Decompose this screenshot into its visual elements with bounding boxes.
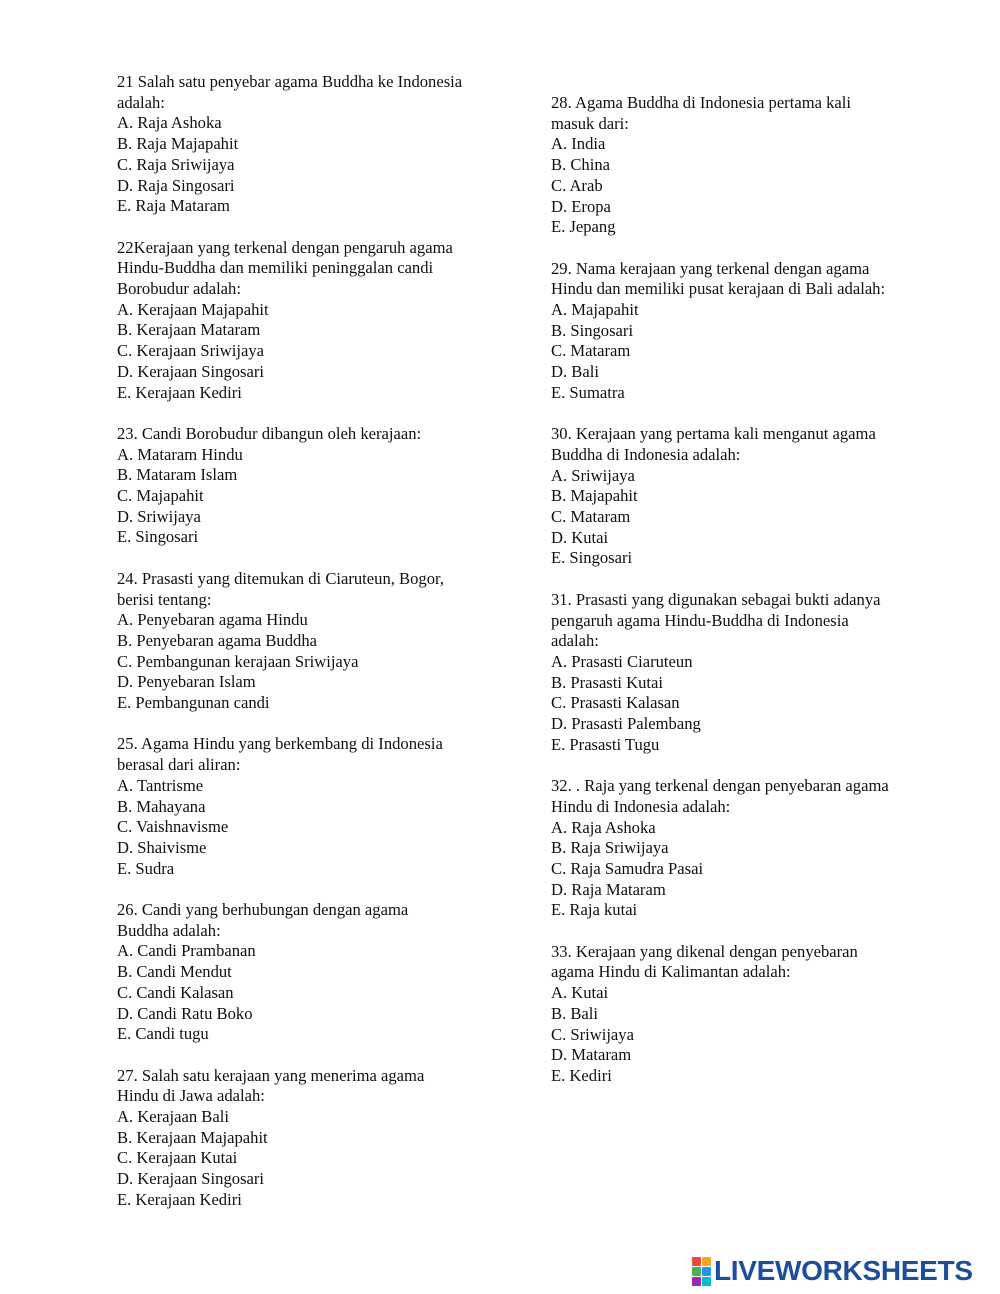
- question-text: 31. Prasasti yang digunakan sebagai bukti adanya pengaruh agama Hindu-Buddha di Indonesia adalah:: [551, 589, 881, 651]
- answer-option: E. Raja Mataram: [117, 196, 230, 216]
- question-text: 22Kerajaan yang terkenal dengan pengaruh agama Hindu-Buddha dan memiliki peninggalan candi Borobudur adalah:: [117, 237, 453, 299]
- answer-option: C. Raja Samudra Pasai: [551, 858, 704, 878]
- question-block: [551, 776, 951, 921]
- question-text: 24. Prasasti yang ditemukan di Ciaruteun, Bogor, berisi tentang:: [117, 568, 445, 609]
- answer-option: C. Pembangunan kerajaan Sriwijaya: [117, 651, 359, 671]
- answer-option: B. Bali: [551, 1003, 599, 1023]
- logo-square: [702, 1267, 711, 1276]
- answer-option: B. Mahayana: [117, 796, 206, 816]
- answer-option: A. Raja Ashoka: [551, 817, 656, 837]
- answer-option: A. Prasasti Ciaruteun: [551, 651, 693, 671]
- answer-option: D. Prasasti Palembang: [551, 714, 701, 734]
- answer-option: C. Kerajaan Sriwijaya: [117, 341, 264, 361]
- answer-option: D. Eropa: [551, 196, 611, 216]
- answer-option: D. Kerajaan Singosari: [117, 361, 264, 381]
- answer-option: C. Mataram: [551, 341, 631, 361]
- liveworksheets-logo-icon: [692, 1257, 711, 1286]
- answer-option: C. Sriwijaya: [551, 1024, 634, 1044]
- answer-option: B. China: [551, 155, 611, 175]
- answer-option: D. Penyebaran Islam: [117, 672, 256, 692]
- question-text: 23. Candi Borobudur dibangun oleh kerajaan:: [117, 423, 422, 443]
- answer-option: B. Prasasti Kutai: [551, 672, 663, 692]
- answer-option: E. Singosari: [117, 527, 199, 547]
- answer-option: B. Raja Majapahit: [117, 134, 239, 154]
- answer-option: C. Prasasti Kalasan: [551, 693, 680, 713]
- question-block: [551, 424, 951, 569]
- answer-option: B. Mataram Islam: [117, 465, 238, 485]
- answer-option: E. Kediri: [551, 1065, 612, 1085]
- answer-option: D. Raja Singosari: [117, 175, 235, 195]
- right-question-column: [551, 93, 951, 1107]
- left-question-column: [117, 72, 517, 1231]
- logo-square: [702, 1277, 711, 1286]
- answer-option: D. Kerajaan Singosari: [117, 1169, 264, 1189]
- answer-option: E. Kerajaan Kediri: [117, 382, 242, 402]
- answer-option: C. Vaishnavisme: [117, 817, 229, 837]
- answer-option: A. Penyebaran agama Hindu: [117, 610, 308, 630]
- answer-option: C. Majapahit: [117, 486, 204, 506]
- answer-option: A. Tantrisme: [117, 775, 204, 795]
- answer-option: D. Candi Ratu Boko: [117, 1003, 253, 1023]
- answer-option: D. Raja Mataram: [551, 879, 666, 899]
- question-block: [551, 93, 951, 238]
- answer-option: A. Majapahit: [551, 300, 639, 320]
- answer-option: A. Candi Prambanan: [117, 941, 256, 961]
- question-text: 25. Agama Hindu yang berkembang di Indonesia berasal dari aliran:: [117, 734, 443, 775]
- answer-option: A. India: [551, 134, 606, 154]
- answer-option: B. Kerajaan Mataram: [117, 320, 261, 340]
- answer-option: B. Penyebaran agama Buddha: [117, 630, 317, 650]
- answer-option: E. Sudra: [117, 858, 175, 878]
- question-block: [551, 590, 951, 756]
- answer-option: C. Kerajaan Kutai: [117, 1148, 238, 1168]
- answer-option: B. Majapahit: [551, 486, 638, 506]
- logo-square: [692, 1267, 701, 1276]
- answer-option: B. Kerajaan Majapahit: [117, 1127, 268, 1147]
- question-block: [117, 569, 517, 714]
- answer-option: E. Prasasti Tugu: [551, 734, 660, 754]
- answer-option: A. Kerajaan Majapahit: [117, 299, 269, 319]
- liveworksheets-logo: [692, 1256, 973, 1286]
- answer-option: A. Kutai: [551, 983, 609, 1003]
- answer-option: A. Mataram Hindu: [117, 444, 243, 464]
- answer-option: A. Sriwijaya: [551, 465, 635, 485]
- answer-option: B. Candi Mendut: [117, 962, 232, 982]
- question-text: 29. Nama kerajaan yang terkenal dengan agama Hindu dan memiliki pusat kerajaan di Bali adalah:: [551, 258, 886, 299]
- logo-square: [702, 1257, 711, 1266]
- answer-option: D. Shaivisme: [117, 837, 207, 857]
- answer-option: D. Sriwijaya: [117, 506, 201, 526]
- question-text: 33. Kerajaan yang dikenal dengan penyebaran agama Hindu di Kalimantan adalah:: [551, 941, 858, 982]
- answer-option: E. Sumatra: [551, 382, 625, 402]
- question-block: [117, 1066, 517, 1211]
- answer-option: C. Mataram: [551, 507, 631, 527]
- question-block: [117, 900, 517, 1045]
- answer-option: D. Mataram: [551, 1045, 632, 1065]
- answer-option: C. Candi Kalasan: [117, 982, 234, 1002]
- answer-option: C. Arab: [551, 175, 603, 195]
- logo-square: [692, 1257, 701, 1266]
- answer-option: E. Raja kutai: [551, 900, 638, 920]
- logo-square: [692, 1277, 701, 1286]
- answer-option: B. Singosari: [551, 320, 634, 340]
- answer-option: E. Pembangunan candi: [117, 693, 270, 713]
- answer-option: E. Kerajaan Kediri: [117, 1189, 242, 1209]
- brand-name: LIVEWORKSHEETS: [714, 1255, 973, 1286]
- question-text: 32. . Raja yang terkenal dengan penyebaran agama Hindu di Indonesia adalah:: [551, 776, 889, 816]
- answer-option: D. Kutai: [551, 527, 609, 547]
- answer-option: E. Jepang: [551, 217, 616, 237]
- answer-option: A. Kerajaan Bali: [117, 1107, 229, 1127]
- answer-option: B. Raja Sriwijaya: [551, 838, 669, 858]
- question-block: [551, 942, 951, 1087]
- question-text: 30. Kerajaan yang pertama kali menganut agama Buddha di Indonesia adalah:: [551, 424, 876, 464]
- question-text: 27. Salah satu kerajaan yang menerima agama Hindu di Jawa adalah:: [117, 1065, 425, 1106]
- answer-option: E. Candi tugu: [117, 1024, 209, 1044]
- answer-option: A. Raja Ashoka: [117, 113, 222, 133]
- answer-option: D. Bali: [551, 362, 599, 382]
- question-text: 21 Salah satu penyebar agama Buddha ke Indonesia adalah:: [117, 72, 463, 112]
- question-block: [117, 424, 517, 548]
- question-block: [551, 259, 951, 404]
- answer-option: C. Raja Sriwijaya: [117, 154, 235, 174]
- question-text: 28. Agama Buddha di Indonesia pertama kali masuk dari:: [551, 93, 851, 133]
- question-block: [117, 734, 517, 879]
- question-text: 26. Candi yang berhubungan dengan agama Buddha adalah:: [117, 900, 409, 940]
- answer-option: E. Singosari: [551, 548, 633, 568]
- question-block: [117, 72, 517, 217]
- question-block: [117, 238, 517, 404]
